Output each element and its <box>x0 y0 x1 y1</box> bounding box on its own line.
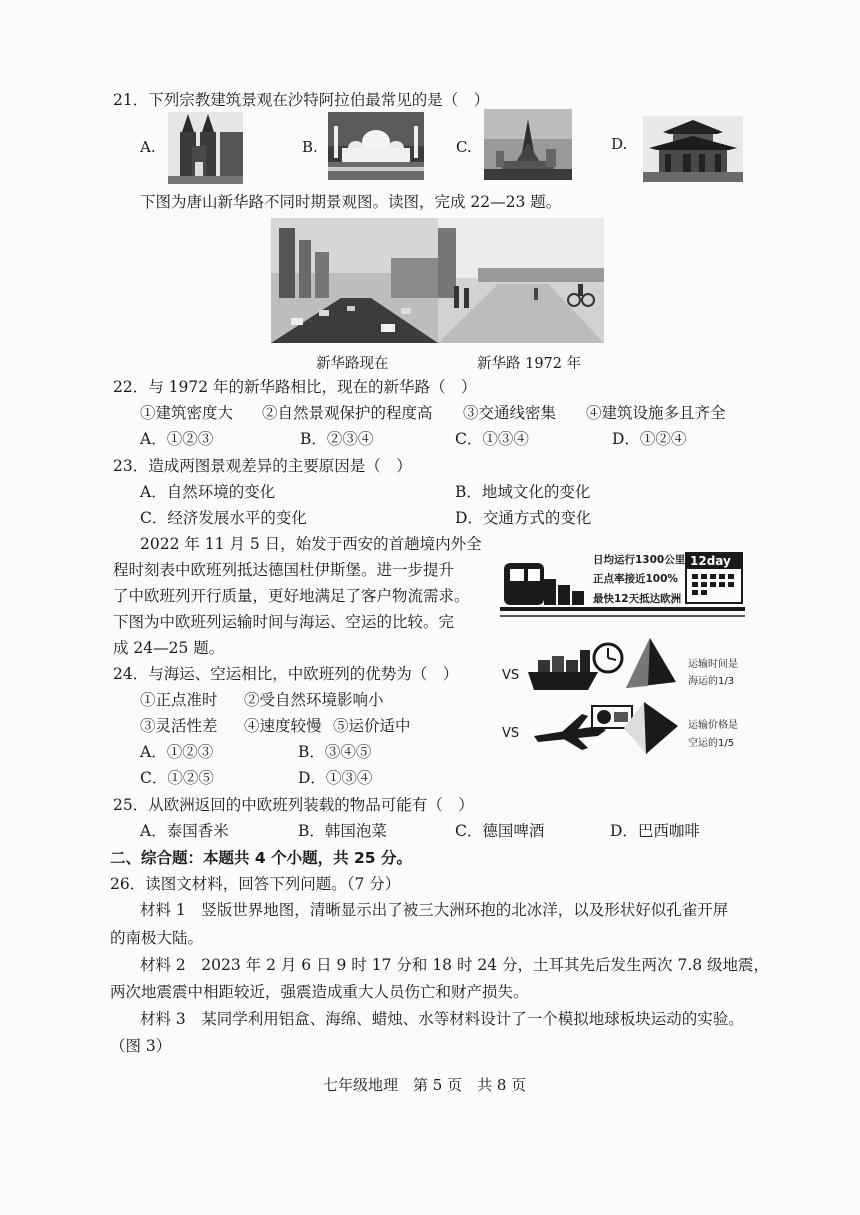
q23-option-a: A．自然环境的变化 <box>140 483 276 501</box>
q22-item-1: ①建筑密度大 <box>140 404 234 422</box>
caption-1972: 新华路 1972 年 <box>477 356 582 372</box>
material-line-1: 2022 年 11 月 5 日，始发于西安的首趟境内外全 <box>140 535 482 553</box>
q26-material2-line2: 两次地震震中相距较近，强震造成重大人员伤亡和财产损失。 <box>110 983 529 1001</box>
page-footer: 七年级地理 第 5 页 共 8 页 <box>323 1076 527 1094</box>
q26-material1-line1: 材料 1 竖版世界地图，清晰显示出了被三大洲环抱的北冰洋，以及形状好似孔雀开屏 <box>140 901 729 919</box>
q25-option-c: C．德国啤酒 <box>455 822 545 840</box>
q25-stem: 25．从欧洲返回的中欧班列装载的物品可能有（ ） <box>113 796 474 814</box>
q21-option-a-label: A. <box>140 138 156 156</box>
q22-item-4: ④建筑设施多且齐全 <box>586 404 726 422</box>
q22-option-c: C．①③④ <box>455 430 529 448</box>
sea-note-line1: 运输时间是 <box>688 659 738 670</box>
q22-stem: 22．与 1972 年的新华路相比，现在的新华路（ ） <box>113 378 477 396</box>
q21-stem: 21．下列宗教建筑景观在沙特阿拉伯最常见的是（ ） <box>113 91 490 109</box>
mosque-photo <box>328 112 424 180</box>
material-line-2: 程时刻表中欧班列抵达德国杜伊斯堡。进一步提升 <box>113 561 455 579</box>
material-line-3: 了中欧班列开行质量，更好地满足了客户物流需求。 <box>113 587 470 605</box>
q24-item-1: ①正点准时 <box>140 691 218 709</box>
q24-item-5: ⑤运价适中 <box>333 717 411 735</box>
q25-option-b: B．韩国泡菜 <box>298 822 387 840</box>
q24-option-d: D．①③④ <box>298 769 373 787</box>
q26-material3-line1: 材料 3 某同学利用铝盒、海绵、蜡烛、水等材料设计了一个模拟地球板块运动的实验。 <box>140 1010 744 1028</box>
caption-now: 新华路现在 <box>316 356 389 372</box>
q23-stem: 23．造成两图景观差异的主要原因是（ ） <box>113 457 412 475</box>
train-punctuality: 正点率接近100% <box>593 573 678 585</box>
q24-item-2: ②受自然环境影响小 <box>244 691 384 709</box>
q21-option-c-label: C. <box>456 138 472 156</box>
q24-option-b: B．③④⑤ <box>298 743 372 761</box>
vs-sea-label: VS <box>502 668 520 683</box>
q25-option-d: D．巴西咖啡 <box>610 822 700 840</box>
section-2-heading: 二、综合题：本题共 4 个小题，共 25 分。 <box>110 849 412 867</box>
xinhua-road-1972-photo <box>438 218 604 343</box>
q22-item-3: ③交通线密集 <box>463 404 557 422</box>
q22-item-2: ②自然景观保护的程度高 <box>262 404 433 422</box>
q26-stem: 26．读图文材料，回答下列问题。（7 分） <box>110 875 401 893</box>
church-photo <box>168 112 243 184</box>
q22-option-b: B．②③④ <box>300 430 374 448</box>
q23-option-b: B．地域文化的变化 <box>455 483 591 501</box>
air-note-line1: 运输价格是 <box>688 720 738 731</box>
q24-stem: 24．与海运、空运相比，中欧班列的优势为（ ） <box>113 665 459 683</box>
q21-option-d-label: D. <box>611 135 628 153</box>
xinhua-road-now-photo <box>271 218 438 343</box>
train-daily-distance: 日均运行1300公里 <box>593 554 686 566</box>
q23-option-d: D．交通方式的变化 <box>455 509 592 527</box>
q24-option-c: C．①②⑤ <box>140 769 214 787</box>
q26-material3-line2: （图 3） <box>110 1037 172 1055</box>
q22-option-d: D．①②④ <box>612 430 687 448</box>
sea-note-line2: 海运的1/3 <box>688 676 735 687</box>
calendar-icon <box>692 574 740 598</box>
q23-option-c: C．经济发展水平的变化 <box>140 509 307 527</box>
intro-22-23: 下图为唐山新华路不同时期景观图。读图，完成 22—23 题。 <box>140 193 562 211</box>
q21-option-b-label: B. <box>302 138 318 156</box>
vs-air-label: VS <box>502 726 520 741</box>
q24-item-3: ③灵活性差 <box>140 717 218 735</box>
q25-option-a: A．泰国香米 <box>140 822 229 840</box>
q24-option-a: A．①②③ <box>140 743 214 761</box>
q24-item-4: ④速度较慢 <box>244 717 322 735</box>
train-fastest-days: 最快12天抵达欧洲 <box>593 593 682 605</box>
q26-material1-line2: 的南极大陆。 <box>110 929 204 947</box>
material-line-4: 下图为中欧班列运输时间与海运、空运的比较。完 <box>113 613 455 631</box>
stupa-photo <box>484 109 572 180</box>
days-badge: 12day <box>690 554 731 568</box>
q22-option-a: A．①②③ <box>140 430 214 448</box>
temple-photo <box>643 116 743 182</box>
q26-material2-line1: 材料 2 2023 年 2 月 6 日 9 时 17 分和 18 时 24 分，土耳其先后发生两次 7.8 级地震， <box>140 956 770 974</box>
air-note-line2: 空运的1/5 <box>688 738 735 749</box>
material-line-5: 成 24—25 题。 <box>113 639 225 657</box>
